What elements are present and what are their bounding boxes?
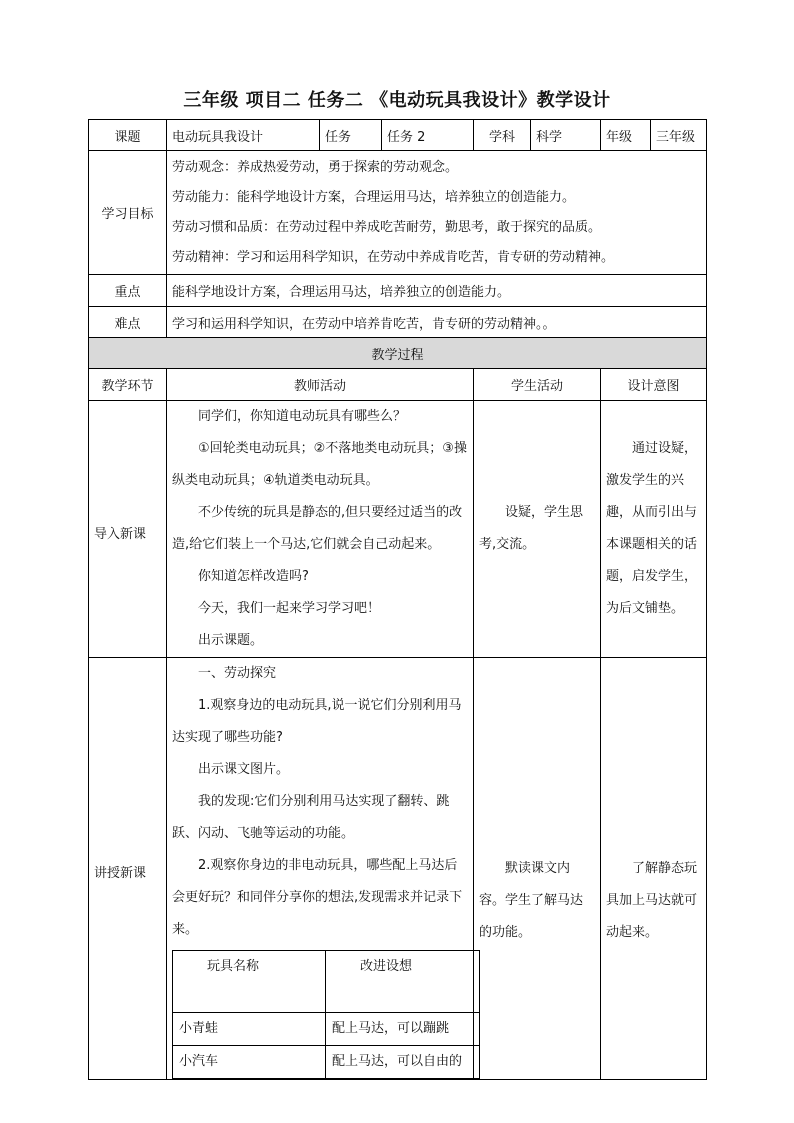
difficulty-label: 难点 [89, 307, 167, 338]
toy-table-header-name: 玩具名称 [173, 951, 326, 1013]
subject-value: 科学 [531, 120, 601, 151]
intro-student-cell [474, 401, 601, 658]
key-point-row [89, 275, 707, 307]
intro-stage: 导入新课 [89, 401, 167, 658]
intro-teacher-line: 你知道怎样改造吗? [198, 569, 309, 584]
teach-stage: 讲授新课 [89, 658, 167, 1080]
toy-table-header-idea: 改进设想 [326, 951, 480, 1013]
toy-table-row [173, 1013, 480, 1046]
intro-row [89, 401, 707, 658]
teach-section-heading: 一、劳动探究 [198, 666, 277, 681]
toy-name: 小汽车 [173, 1046, 326, 1079]
intro-teacher-line: ①回轮类电动玩具；②不落地类电动玩具；③操纵类电动玩具；④轨道类电动玩具。 [172, 441, 467, 488]
header-row [89, 120, 707, 151]
toy-table-header-row [173, 951, 480, 1013]
process-section-row [89, 338, 707, 369]
teach-row [89, 658, 707, 1080]
objectives-cell [167, 151, 707, 275]
teach-teacher-line: 2.观察你身边的非电动玩具，哪些配上马达后会更好玩？和同伴分享你的想法,发现需求并记录下来。 [172, 858, 463, 937]
intro-student-text: 设疑，学生思考,交流。 [479, 505, 584, 552]
key-point-text: 能科学地设计方案，合理运用马达，培养独立的创造能力。 [167, 275, 707, 307]
toy-idea: 配上马达，可以蹦跳 [326, 1013, 480, 1046]
teach-student-text: 默读课文内容。学生了解马达的功能。 [479, 860, 584, 940]
intro-teacher-line: 出示课题。 [198, 633, 264, 648]
objective-item: 劳动能力：能科学地设计方案，合理运用马达，培养独立的创造能力。 [172, 189, 576, 205]
toy-name: 小青蛙 [173, 1013, 326, 1046]
key-point-label: 重点 [89, 275, 167, 307]
column-header-student: 学生活动 [474, 369, 601, 401]
objective-item: 劳动习惯和品质：在劳动过程中养成吃苦耐劳，勤思考，敢于探究的品质。 [172, 219, 602, 235]
teach-teacher-cell [167, 658, 474, 1080]
toy-idea: 配上马达，可以自由的 [326, 1046, 480, 1079]
intro-teacher-cell [167, 401, 474, 658]
intro-intent-cell [601, 401, 707, 658]
teach-teacher-line: 出示课文图片。 [198, 762, 290, 777]
difficulty-text: 学习和运用科学知识，在劳动中培养肯吃苦，肯专研的劳动精神。。 [167, 307, 707, 338]
topic-value: 电动玩具我设计 [167, 120, 320, 151]
column-header-teacher: 教师活动 [167, 369, 474, 401]
process-header-row [89, 369, 707, 401]
toy-improvement-table [172, 950, 480, 1079]
lesson-plan-table [88, 119, 707, 1080]
column-header-stage: 教学环节 [89, 369, 167, 401]
teach-teacher-line: 1.观察身边的电动玩具,说一说它们分别利用马达实现了哪些功能? [172, 698, 462, 745]
difficulty-row [89, 307, 707, 338]
task-value: 任务 2 [382, 120, 474, 151]
process-section-title: 教学过程 [89, 338, 707, 369]
topic-label: 课题 [89, 120, 167, 151]
task-label: 任务 [320, 120, 382, 151]
subject-label: 学科 [474, 120, 531, 151]
intro-teacher-line: 同学们，你知道电动玩具有哪些么？ [198, 409, 407, 424]
toy-table-row [173, 1046, 480, 1079]
page-title: 三年级 项目二 任务二 《电动玩具我设计》教学设计 [183, 90, 611, 111]
intro-teacher-line: 不少传统的玩具是静态的,但只要经过适当的改造,给它们装上一个马达,它们就会自己动起来。 [172, 505, 463, 552]
intro-intent-text: 通过设疑，激发学生的兴趣，从而引出与本课题相关的话题，启发学生，为后文铺垫。 [606, 441, 698, 616]
objectives-row [89, 151, 707, 275]
objectives-label: 学习目标 [89, 151, 167, 275]
objective-item: 劳动观念：养成热爱劳动，勇于探索的劳动观念。 [172, 159, 459, 175]
grade-value: 三年级 [651, 120, 707, 151]
column-header-intent: 设计意图 [601, 369, 707, 401]
objective-item: 劳动精神：学习和运用科学知识，在劳动中养成肯吃苦，肯专研的劳动精神。 [172, 249, 615, 265]
teach-intent-cell [601, 658, 707, 1080]
teach-student-cell [474, 658, 601, 1080]
teach-intent-text: 了解静态玩具加上马达就可动起来。 [606, 860, 698, 940]
grade-label: 年级 [601, 120, 651, 151]
intro-teacher-line: 今天，我们一起来学习学习吧！ [198, 601, 381, 616]
teach-teacher-line: 我的发现:它们分别利用马达实现了翻转、跳跃、闪动、飞驰等运动的功能。 [172, 794, 450, 841]
